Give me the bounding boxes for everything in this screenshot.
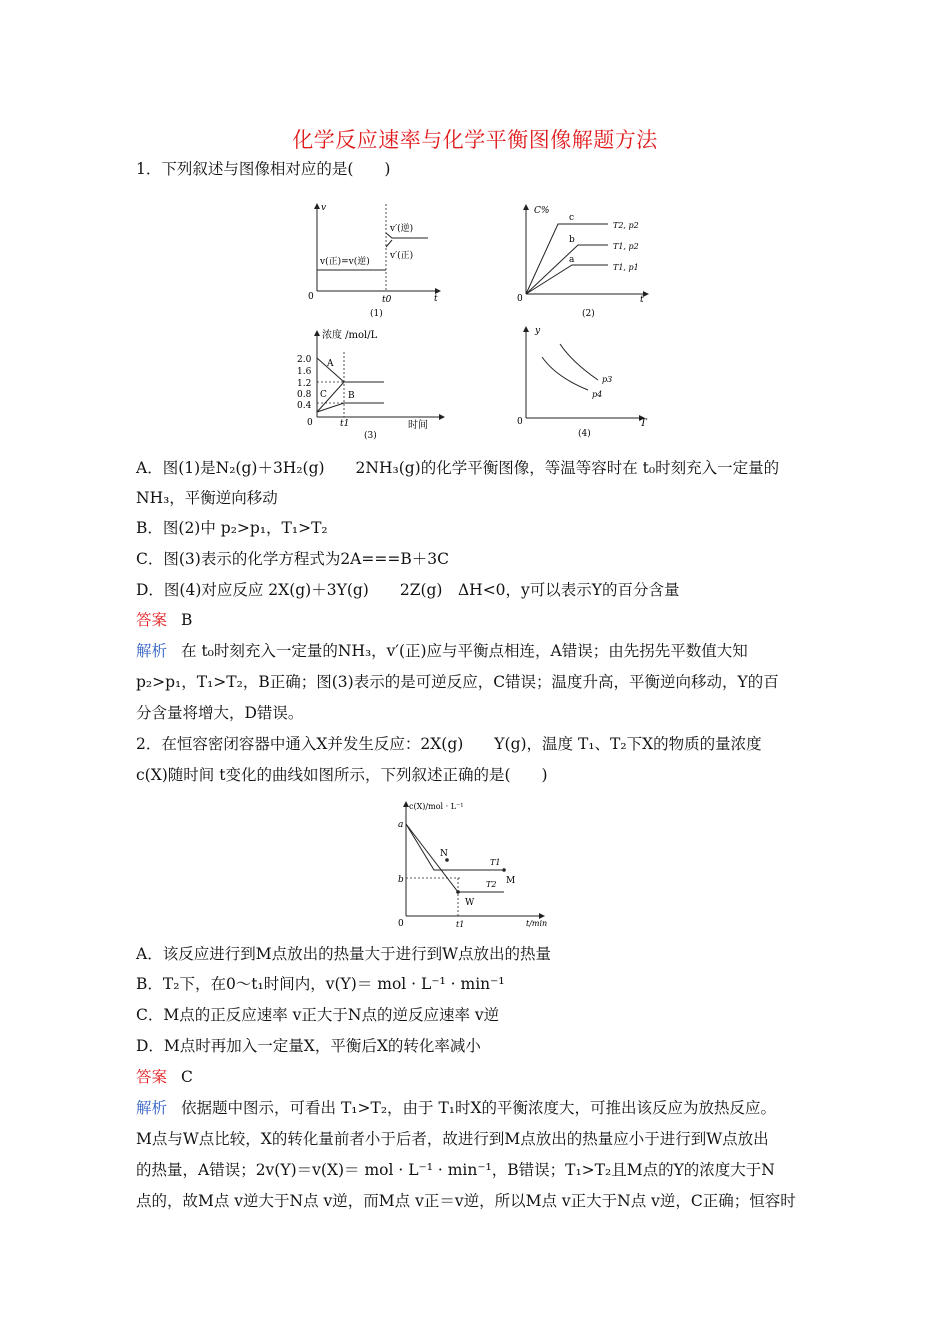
fig2-label-b: T1, p2: [613, 242, 639, 251]
fig1-caption: (1): [370, 309, 383, 319]
q2-explanation-label: 解析: [136, 1099, 168, 1117]
q2-option-a: A．该反应进行到M点放出的热量大于进行到W点放出的热量: [136, 945, 551, 963]
q2-option-c: C．M点的正反应速率 v正大于N点的逆反应速率 v逆: [136, 1006, 500, 1024]
figure-q2: [392, 796, 562, 930]
fig3-tick-08: 0.8: [297, 390, 312, 400]
q1-explanation-label: 解析: [136, 642, 168, 660]
fig2-label-a: T1, p1: [613, 263, 639, 272]
fig3-y-label: 浓度 /mol/L: [322, 330, 378, 341]
q2-answer-label: 答案: [136, 1068, 168, 1086]
q2-fig-origin: 0: [398, 919, 404, 929]
fig1-rev-label: v′(逆): [390, 224, 414, 234]
q2-option-b: B．T₂下，在0～t₁时间内，v(Y)＝ mol · L⁻¹ · min⁻¹: [136, 975, 505, 993]
q2-stem-cont: c(X)随时间 t变化的曲线如图所示，下列叙述正确的是( ): [136, 766, 548, 784]
fig3-origin: 0: [307, 418, 313, 428]
fig3-t1: t1: [340, 419, 350, 429]
fig4-p4: p4: [592, 390, 603, 399]
page-title: 化学反应速率与化学平衡图像解题方法: [292, 128, 658, 152]
q1-explanation-2: p₂>p₁，T₁>T₂，B正确；图(3)表示的是可逆反应，C错误；温度升高，平衡逆向移动，Y的百: [136, 673, 779, 691]
q1-answer: [136, 610, 836, 630]
q2-explanation-3: 的热量，A错误；2v(Y)＝v(X)＝ mol · L⁻¹ · min⁻¹，B错误；T₁>T₂且M点的Y的浓度大于N: [136, 1161, 775, 1179]
fig2-origin: 0: [517, 294, 523, 304]
q2-fig-a: a: [398, 820, 404, 830]
q2-fig-t2-label: T2: [486, 880, 497, 889]
fig2-x-label: t: [640, 295, 644, 305]
figure-4: [512, 322, 662, 442]
q1-option-a-cont: NH₃，平衡逆向移动: [136, 489, 278, 507]
q2-stem: 2．在恒容密闭容器中通入X并发生反应：2X(g) Y(g)，温度 T₁、T₂下X的物质的量浓度: [136, 735, 762, 753]
q2-explanation-text: 依据题中图示，可看出 T₁>T₂，由于 T₁时X的平衡浓度大，可推出该反应为放热反应。: [181, 1099, 777, 1117]
fig2-y-label: C%: [534, 206, 550, 216]
fig3-caption: (3): [364, 431, 377, 441]
q2-explanation-4: 点的，故M点 v逆大于N点 v逆，而M点 v正＝v逆，所以M点 v正大于N点 v逆，C正确；恒容时: [136, 1192, 796, 1210]
q1-explanation: [136, 641, 836, 661]
fig4-p3: p3: [602, 375, 613, 384]
fig1-x-label: t: [434, 294, 438, 304]
fig2-curve-a: a: [569, 255, 575, 265]
q1-stem: 1．下列叙述与图像相对应的是( ): [136, 160, 391, 178]
fig1-fwd-label: v′(正): [390, 251, 414, 261]
q2-explanation: [136, 1098, 836, 1118]
q1-answer-label: 答案: [136, 611, 168, 629]
q2-fig-n: N: [440, 849, 448, 859]
fig4-caption: (4): [578, 429, 591, 439]
q2-fig-t1-label: T1: [490, 858, 501, 867]
fig3-label-b: B: [348, 391, 355, 401]
fig1-eq-label: v(正)=v(逆): [320, 257, 370, 267]
q2-option-d: D．M点时再加入一定量X，平衡后X的转化率减小: [136, 1037, 481, 1055]
fig4-x-label: T: [640, 418, 647, 429]
fig2-label-c: T2, p2: [613, 221, 639, 230]
q1-option-b: B．图(2)中 p₂>p₁，T₁>T₂: [136, 519, 328, 537]
q1-explanation-text: 在 t₀时刻充入一定量的NH₃，v′(正)应与平衡点相连，A错误；由先拐先平数值大知: [181, 642, 748, 660]
q2-fig-m: M: [506, 876, 516, 886]
fig3-label-a: A: [327, 359, 334, 369]
fig3-tick-16: 1.6: [297, 367, 312, 377]
fig4-origin: 0: [517, 417, 523, 427]
q2-fig-y-label: c(X)/mol · L⁻¹: [409, 802, 464, 811]
fig3-tick-12: 1.2: [297, 379, 312, 389]
q2-answer: [136, 1067, 836, 1087]
fig2-curve-b: b: [569, 235, 575, 245]
figure-3: [292, 325, 452, 443]
fig3-label-c: C: [320, 390, 327, 400]
q1-answer-value: B: [181, 611, 193, 629]
q2-fig-x-label: t/min: [526, 919, 548, 928]
fig1-y-label: v: [321, 203, 327, 213]
fig2-curve-c: c: [569, 213, 575, 223]
fig3-tick-04: 0.4: [297, 401, 312, 411]
q2-fig-b: b: [398, 875, 404, 885]
q2-fig-w: W: [465, 898, 475, 908]
q1-option-c: C．图(3)表示的化学方程式为2A===B＋3C: [136, 550, 449, 568]
figure-2: [512, 198, 662, 323]
q2-explanation-2: M点与W点比较，X的转化量前者小于后者，故进行到M点放出的热量应小于进行到W点放出: [136, 1130, 769, 1148]
q2-answer-value: C: [181, 1068, 193, 1086]
fig1-t0-label: t0: [382, 295, 392, 305]
fig1-origin: 0: [308, 292, 314, 302]
fig3-tick-20: 2.0: [297, 355, 312, 365]
fig3-x-label: 时间: [408, 420, 428, 431]
q1-explanation-3: 分含量将增大，D错误。: [136, 704, 304, 722]
q1-option-d: D．图(4)对应反应 2X(g)＋3Y(g) 2Z(g) ΔH<0，y可以表示Y的百分含量: [136, 581, 680, 599]
q2-fig-t1: t1: [456, 920, 465, 929]
fig4-y-label: y: [535, 326, 541, 336]
fig2-caption: (2): [582, 309, 595, 319]
figure-1: [300, 198, 450, 323]
q1-option-a: A．图(1)是N₂(g)＋3H₂(g) 2NH₃(g)的化学平衡图像，等温等容时在 t₀时刻充入一定量的: [136, 459, 780, 477]
